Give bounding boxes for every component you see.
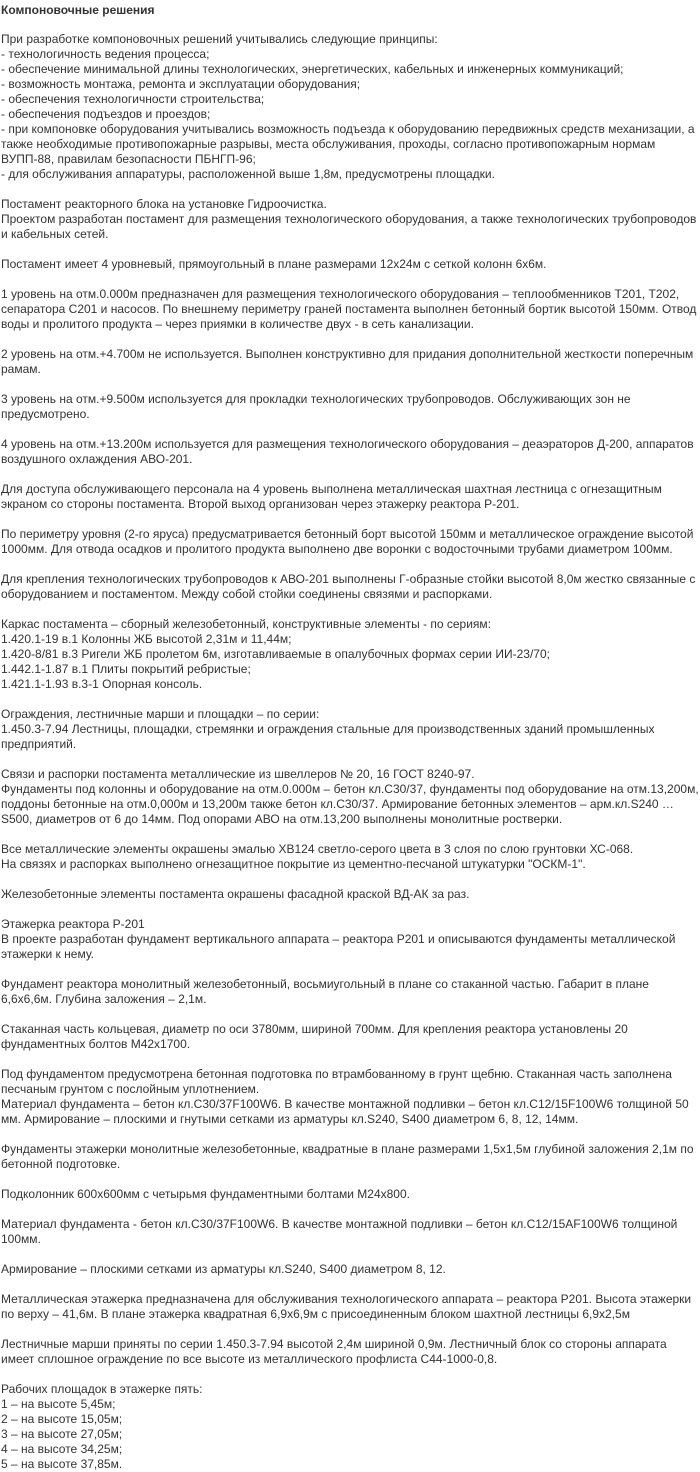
paragraph <box>1 917 699 962</box>
paragraph <box>1 1142 699 1172</box>
paragraph <box>1 1337 699 1367</box>
paragraph <box>1 767 699 827</box>
paragraph <box>1 1187 699 1202</box>
text-line: 3 – на высоте 27,05м; <box>1 1427 123 1441</box>
text-line: Железобетонные элементы постамента окрашены фасадной краской ВД-АК за раз. <box>1 887 470 901</box>
text-line: Рабочих площадок в этажерке пять: <box>1 1382 203 1396</box>
text-line: 1.450.3-7.94 Лестницы, площадки, стремянки и ограждения стальные для производственных зданий промышленных предприятий. <box>1 722 658 751</box>
text-line: 1 – на высоте 5,45м; <box>1 1397 116 1411</box>
paragraph <box>1 347 699 377</box>
paragraph <box>1 392 699 422</box>
document-body <box>1 32 699 1472</box>
text-line: 4 уровень на отм.+13.200м используется для размещения технологического оборудования – деаэраторов Д-200, аппаратов воздушного охлаждения АВО-201. <box>1 437 697 466</box>
paragraph <box>1 1217 699 1247</box>
paragraph <box>1 887 699 902</box>
text-line: Этажерка реактора Р-201 <box>1 917 145 931</box>
paragraph <box>1 1022 699 1052</box>
text-line: Стаканная часть кольцевая, диаметр по оси 3780мм, шириной 700мм. Для крепления реактора установлены 20 фундаментных болтов М42х1700. <box>1 1022 632 1051</box>
text-line: 1 уровень на отм.0.000м предназначен для размещения технологического оборудования – теплообменников Т201, Т202, сепаратора С201 и насосов. По внешнему периметру граней постамента выполнен бетонный бортик высотой 150мм. Отвод воды и пролитого продукта – через приямки в количестве двух - в сеть канализации. <box>1 287 700 331</box>
text-line: - возможность монтажа, ремонта и эксплуатации оборудования; <box>1 77 361 91</box>
text-line: 1.420.1-19 в.1 Колонны ЖБ высотой 2,31м и 11,44м; <box>1 632 292 646</box>
paragraph <box>1 527 699 557</box>
paragraph <box>1 1067 699 1127</box>
text-line: 5 – на высоте 37,85м. <box>1 1457 123 1471</box>
text-line: Все металлические элементы окрашены эмалью ХВ124 светло-серого цвета в 3 слоя по слою грунтовки ХС-068. <box>1 842 634 856</box>
text-line: - обеспечения подъездов и проездов; <box>1 107 211 121</box>
text-line: Металлическая этажерка предназначена для обслуживания технологического аппарата – реактора Р201. Высота этажерки по верху – 41,6м. В плане этажерка квадратная 6,9х6,9м с присоединенным блоком шахтной лестницы 6,9х2,5м <box>1 1292 695 1321</box>
text-line: Под фундаментом предусмотрена бетонная подготовка по втрамбованному в грунт щебню. Стаканная часть заполнена песчаным грунтом с послойным уплотнением. <box>1 1067 676 1096</box>
text-line: Каркас постамента – сборный железобетонный, конструктивные элементы - по сериям: <box>1 617 492 631</box>
paragraph <box>1 287 699 332</box>
paragraph <box>1 842 699 872</box>
text-line: Фундаменты под колонны и оборудование на отм.0.000м – бетон кл.С30/37, фундаменты под оборудование на отм.13,200м, поддоны бетонные на отм.0,000м и 13,200м также бетон кл.С30/37. Армирование бетонных элементов – арм.кл.S240 … S500, диаметров от 6 до 14мм. Под опорами АВО на отм.13,200 выполнены монолитные ростверки. <box>1 782 699 826</box>
text-line: Проектом разработан постамент для размещения технологического оборудования, а также технологических трубопроводов и кабельных сетей. <box>1 212 700 241</box>
paragraph <box>1 482 699 512</box>
text-line: 1.442.1-1.87 в.1 Плиты покрытий ребристые; <box>1 662 251 676</box>
paragraph <box>1 1262 699 1277</box>
paragraph <box>1 1292 699 1322</box>
text-line: - обеспечения технологичности строительства; <box>1 92 265 106</box>
text-line: Связи и распорки постамента металлические из швеллеров № 20, 16 ГОСТ 8240-97. <box>1 767 475 781</box>
text-line: Армирование – плоскими сетками из арматуры кл.S240, S400 диаметром 8, 12. <box>1 1262 446 1276</box>
text-line: 2 – на высоте 15,05м; <box>1 1412 123 1426</box>
text-line: На связях и распорках выполнено огнезащитное покрытие из цементно-песчаной штукатурки "ОСКМ-1". <box>1 857 586 871</box>
text-line: 4 – на высоте 34,25м; <box>1 1442 123 1456</box>
text-line: Материал фундамента - бетон кл.С30/37F100W6. В качестве монтажной подливки – бетон кл.С12/15АF100W6 толщиной 100мм. <box>1 1217 681 1246</box>
paragraph <box>1 197 699 242</box>
text-line: По периметру уровня (2-го яруса) предусматривается бетонный борт высотой 150мм и металлическое ограждение высотой 1000мм. Для отвода осадков и пролитого продукта выполнено две воронки с водосточными трубами диаметром 100мм. <box>1 527 697 556</box>
paragraph <box>1 707 699 752</box>
text-line: - технологичность ведения процесса; <box>1 47 210 61</box>
text-line: Фундаменты этажерки монолитные железобетонные, квадратные в плане размерами 1,5х1,5м глубиной заложения 2,1м по бетонной подготовке. <box>1 1142 697 1171</box>
text-line: - при компоновке оборудования учитывались возможность подъезда к оборудованию передвижных средств механизации, а также необходимые противопожарные разрывы, места обслуживания, проходы, согласно противопожарным нормам ВУПП-88, правилам безопасности ПБНГП-96; <box>1 122 698 166</box>
text-line: 3 уровень на отм.+9.500м используется для прокладки технологических трубопроводов. Обслуживающих зон не предусмотрено. <box>1 392 634 421</box>
paragraph <box>1 32 699 182</box>
text-line: Ограждения, лестничные марши и площадки – по серии: <box>1 707 320 721</box>
text-line: Фундамент реактора монолитный железобетонный, восьмиугольный в плане со стаканной частью. Габарит в плане 6,6х6,6м. Глубина заложения – 2,1м. <box>1 977 653 1006</box>
text-line: 2 уровень на отм.+4.700м не используется. Выполнен конструктивно для придания дополнительной жесткости поперечным рамам. <box>1 347 697 376</box>
text-line: - для обслуживания аппаратуры, расположенной выше 1,8м, предусмотрены площадки. <box>1 167 495 181</box>
text-line: При разработке компоновочных решений учитывались следующие принципы: <box>1 32 438 46</box>
paragraph <box>1 572 699 602</box>
paragraph <box>1 977 699 1007</box>
text-line: Постамент имеет 4 уровневый, прямоугольный в плане размерами 12х24м с сеткой колонн 6х6м. <box>1 257 547 271</box>
paragraph <box>1 1382 699 1472</box>
text-line: Подколонник 600х600мм с четырьмя фундаментными болтами М24х800. <box>1 1187 410 1201</box>
paragraph <box>1 257 699 272</box>
paragraph <box>1 617 699 692</box>
text-line: Лестничные марши приняты по серии 1.450.3-7.94 высотой 2,4м шириной 0,9м. Лестничный блок со стороны аппарата имеет сплошное ограждение по все высоте из металлического профлиста С44-1000-0,8. <box>1 1337 671 1366</box>
text-line: Постамент реакторного блока на установке Гидроочистка. <box>1 197 327 211</box>
page-title: Компоновочные решения <box>1 3 155 17</box>
text-line: - обеспечение минимальной длины технологических, энергетических, кабельных и инженерных коммуникаций; <box>1 62 624 76</box>
text-line: Для доступа обслуживающего персонала на 4 уровень выполнена металлическая шахтная лестница с огнезащитным экраном со стороны постамента. Второй выход организован через этажерку реактора Р-201. <box>1 482 666 511</box>
paragraph <box>1 437 699 467</box>
text-line: 1.421.1-1.93 в.3-1 Опорная консоль. <box>1 677 203 691</box>
text-line: 1.420-8/81 в.3 Ригели ЖБ пролетом 6м, изготавливаемые в опалубочных формах серии ИИ-23/70; <box>1 647 550 661</box>
text-line: Для крепления технологических трубопроводов к АВО-201 выполнены Г-образные стойки высотой 8,0м жестко связанные с оборудованием и постаментом. Между собой стойки соединены связями и распорками. <box>1 572 699 601</box>
text-line: В проекте разработан фундамент вертикального аппарата – реактора Р201 и описываются фундаменты металлической этажерки к нему. <box>1 932 679 961</box>
text-line: Материал фундамента – бетон кл.С30/37F100W6. В качестве монтажной подливки – бетон кл.С12/15F100W6 толщиной 50 мм. Армирование – плоскими и гнутыми сетками из арматуры кл.S240, S400 диаметром 6, 8, 12, 14мм. <box>1 1097 693 1126</box>
